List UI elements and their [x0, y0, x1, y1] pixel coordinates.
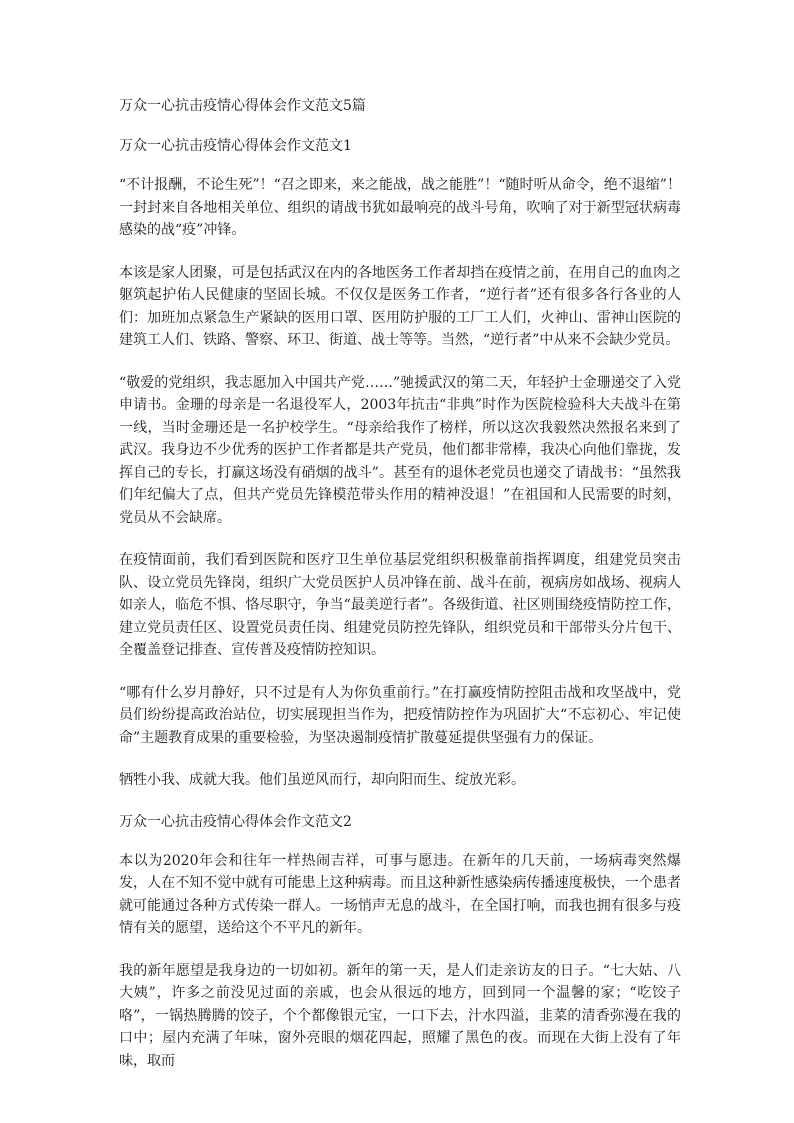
section-heading: 万众一心抗击疫情心得体会作文范文1 — [119, 138, 352, 154]
section-1 — [119, 136, 681, 792]
paragraph: “不计报酬，不论生死”！“召之即来，来之能战，战之能胜”！“随时听从命令，绝不退缩”！一封封来自各地相关单位、组织的请战书犹如最响亮的战斗号角，吹响了对于新型冠状病毒感染的战“疫”冲锋。 — [119, 177, 681, 238]
paragraph: 本以为2020年会和往年一样热闹吉祥，可事与愿违。在新年的几天前，一场病毒突然爆发，人在不知不觉中就有可能患上这种病毒。而且这种新性感染病传播速度极快，一个患者就可能通过各种方式传染一群人。一场悄声无息的战斗，在全国打响，而我也拥有很多与疫情有关的愿望，送给这个不平凡的新年。 — [119, 852, 681, 936]
section-2 — [119, 812, 681, 1073]
paragraph: “哪有什么岁月静好，只不过是有人为你负重前行。”在打赢疫情防控阻击战和攻坚战中，党员们纷纷提高政治站位，切实展现担当作为，把疫情防控作为巩固扩大“不忘初心、牢记使命”主题教育成果的重要检验，为坚决遏制疫情扩散蔓延提供坚强有力的保证。 — [119, 684, 681, 746]
document-title: 万众一心抗击疫情心得体会作文范文5篇 — [119, 98, 366, 114]
document-page — [119, 96, 681, 1092]
paragraph: 我的新年愿望是我身边的一切如初。新年的第一天，是人们走亲访友的日子。“七大姑、八大姨”，许多之前没见过面的亲戚，也会从很远的地方，回到同一个温馨的家；“吃饺子咯”，一锅热腾腾的饺子，个个都像银元宝，一口下去，汁水四溢，韭菜的清香弥漫在我的口中；屋内充满了年味，窗外亮眼的烟花四起，照耀了黑色的夜。而现在大街上没有了年味，取而 — [119, 962, 681, 1069]
paragraph: 在疫情面前，我们看到医院和医疗卫生单位基层党组织积极靠前指挥调度，组建党员突击队、设立党员先锋岗，组织广大党员医护人员冲锋在前、战斗在前，视病房如战场、视病人如亲人，临危不惧、恪尽职守，争当“最美逆行者”。各级街道、社区则围绕疫情防控工作，建立党员责任区、设置党员责任岗、组建党员防控先锋队，组织党员和干部带头分片包干、全覆盖登记排查、宣传普及疫情防控知识。 — [119, 552, 681, 658]
paragraph: 本该是家人团聚，可是包括武汉在内的各地医务工作者却挡在疫情之前，在用自己的血肉之躯筑起护佑人民健康的坚固长城。不仅仅是医务工作者，“逆行者”还有很多各行各业的人们：加班加点紧急生产紧缺的医用口罩、医用防护服的工厂工人们，火神山、雷神山医院的建筑工人们、铁路、警察、环卫、街道、战士等等。当然，“逆行者”中从来不会缺少党员。 — [119, 264, 681, 348]
paragraph: 牺牲小我、成就大我。他们虽逆风而行，却向阳而生、绽放光彩。 — [119, 772, 525, 788]
section-heading: 万众一心抗击疫情心得体会作文范文2 — [119, 813, 352, 830]
paragraph: “敬爱的党组织，我志愿加入中国共产党……”驰援武汉的第二天，年轻护士金珊递交了入党申请书。金珊的母亲是一名退役军人，2003年抗击“非典”时作为医院检验科大夫战斗在第一线，当时金珊还是一名护校学生。“母亲给我作了榜样，所以这次我毅然决然报名来到了武汉。我身边不少优秀的医护工作者都是共产党员，他们都非常棒，我决心向他们靠拢，发挥自己的专长，打赢这场没有硝烟的战斗”。甚至有的退休老党员也递交了请战书：“虽然我们年纪偏大了点，但共产党员先锋模范带头作用的精神没退！”在祖国和人民需要的时刻，党员从不会缺席。 — [119, 374, 681, 526]
